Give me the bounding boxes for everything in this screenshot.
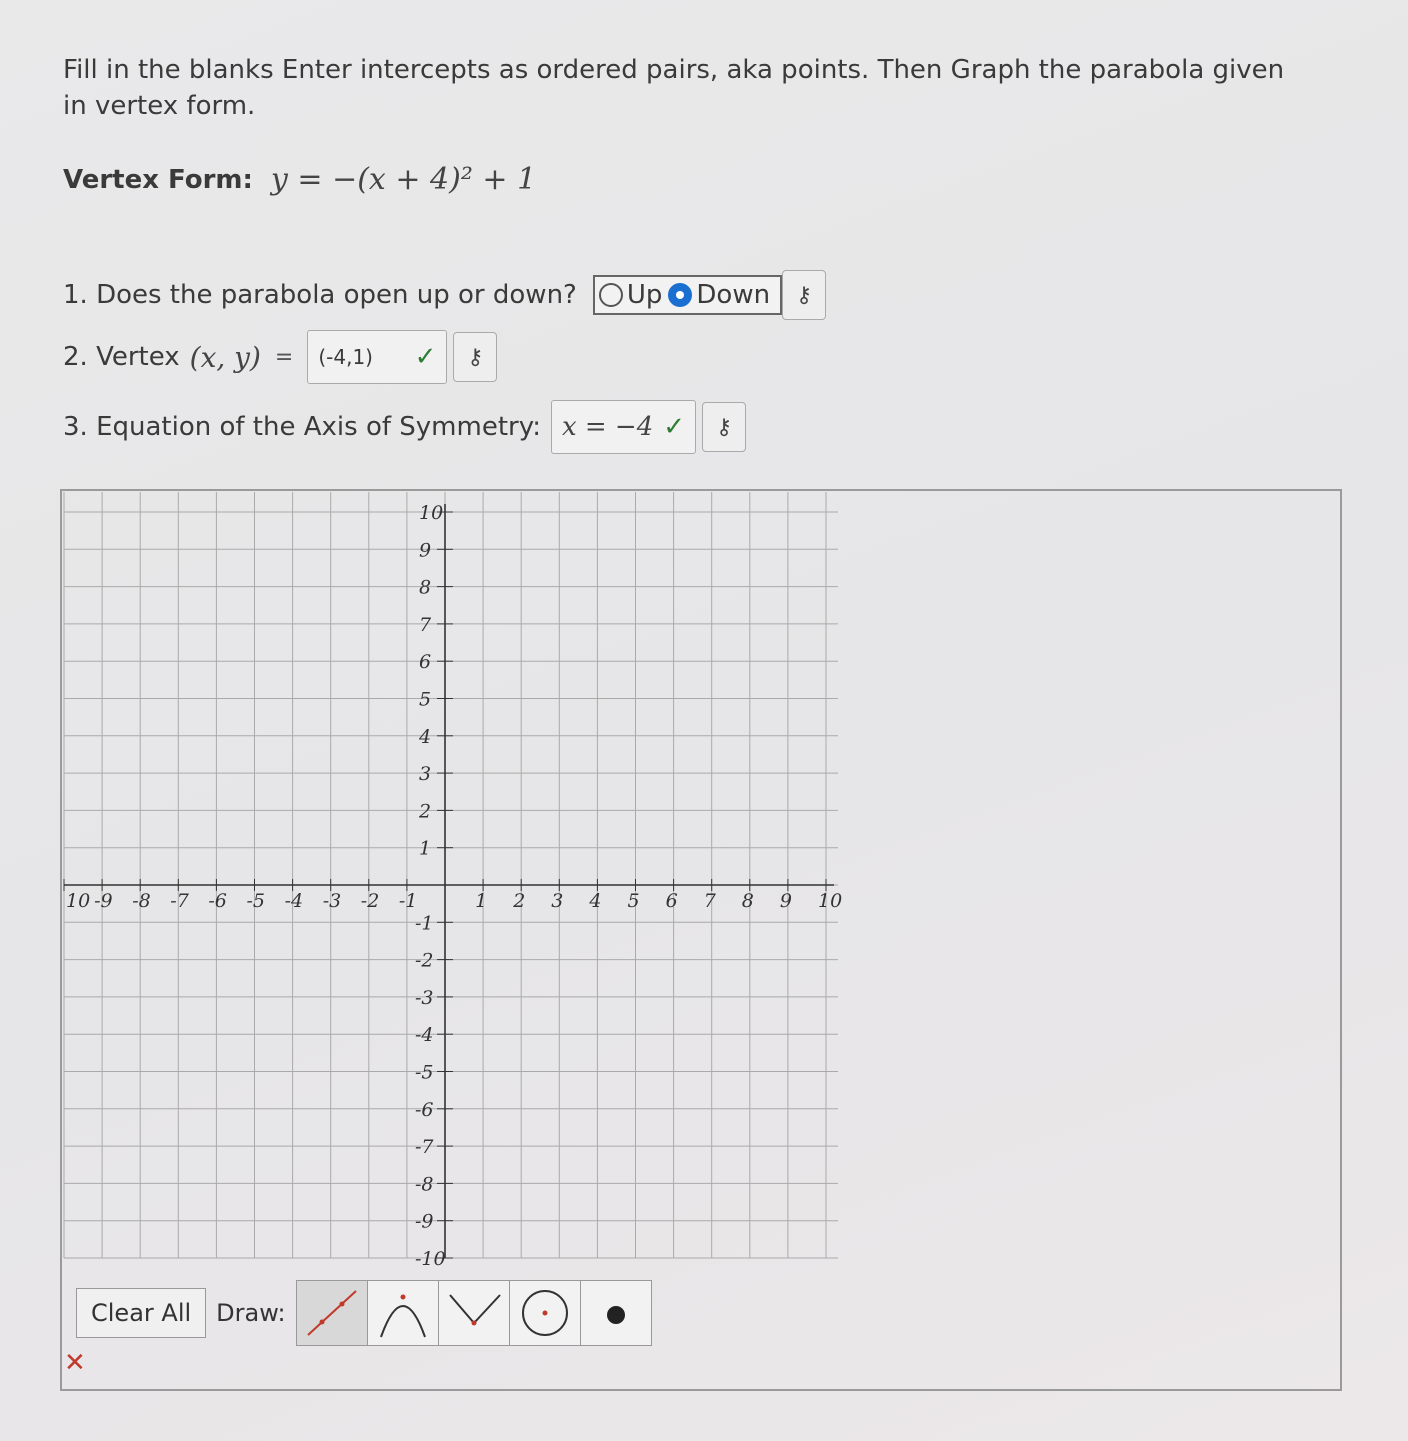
question-3-text: 3. Equation of the Axis of Symmetry: (63, 412, 541, 442)
question-2-prefix: 2. Vertex (63, 342, 180, 372)
y-tick-label: 9 (419, 539, 432, 562)
question-1-text: 1. Does the parabola open up or down? (63, 280, 577, 310)
vertex-form-label: Vertex Form: (63, 164, 253, 195)
check-shape-tool-icon[interactable] (439, 1281, 510, 1345)
x-tick-label: -6 (208, 890, 227, 912)
y-tick-label: 6 (419, 651, 432, 674)
key-icon[interactable]: ⚷ (702, 402, 746, 452)
x-tick-label: 4 (589, 890, 602, 912)
x-tick-label: -2 (360, 890, 380, 912)
vertex-form-equation: y = −(x + 4)² + 1 (270, 162, 537, 197)
radio-up-label[interactable]: Up (626, 280, 663, 310)
check-icon: ✓ (663, 412, 686, 442)
x-tick-label: -9 (94, 890, 113, 912)
y-tick-label: 1 (419, 837, 432, 860)
key-icon[interactable]: ⚷ (782, 270, 826, 320)
x-tick-label: 8 (741, 890, 754, 912)
instructions: Fill in the blanks Enter intercepts as ordered pairs, aka points. Then Graph the parabola given in vertex form. (63, 55, 1285, 121)
y-tick-label: -2 (415, 949, 434, 972)
vertex-answer-value: (-4,1) (318, 345, 373, 369)
x-tick-label: 7 (703, 890, 716, 912)
line-tool-icon[interactable] (297, 1281, 368, 1345)
parabola-down-tool-icon[interactable] (368, 1281, 439, 1345)
y-tick-label: 5 (419, 688, 432, 711)
x-tick-label: 5 (627, 890, 640, 912)
y-tick-label: -5 (415, 1061, 434, 1084)
y-tick-label: 3 (419, 763, 432, 786)
y-tick-label: 4 (419, 725, 432, 748)
draw-toolbar (76, 1280, 652, 1346)
draw-tools (296, 1280, 652, 1346)
y-tick-label: -6 (415, 1098, 434, 1121)
y-tick-label: -8 (415, 1173, 434, 1196)
y-tick-label: 10 (419, 502, 444, 524)
y-tick-label: -7 (415, 1136, 434, 1159)
y-tick-label: -1 (415, 912, 434, 935)
x-tick-label: 6 (665, 890, 678, 912)
x-tick-label: 3 (551, 890, 564, 912)
y-tick-label: 8 (419, 576, 432, 599)
x-tick-label: -7 (170, 890, 189, 912)
x-tick-label: -8 (132, 890, 151, 912)
question-2-math: (x, y) (189, 340, 261, 374)
x-tick-label: -3 (322, 890, 342, 912)
x-tick-label: -4 (284, 890, 304, 912)
y-tick-label: -3 (415, 986, 434, 1009)
clear-all-button[interactable]: Clear All (76, 1288, 206, 1338)
x-tick-label: 9 (779, 890, 792, 912)
point-tool-icon[interactable] (581, 1281, 651, 1345)
y-tick-label: 7 (419, 613, 432, 636)
x-tick-label: 2 (513, 890, 526, 912)
draw-label: Draw: (216, 1299, 286, 1327)
equals-sign: = (274, 344, 294, 370)
x-tick-label: 10 (818, 890, 843, 912)
y-tick-label: -4 (415, 1024, 434, 1047)
x-tick-label: 1 (475, 890, 488, 912)
radio-down-label[interactable]: Down (696, 280, 771, 310)
check-icon: ✓ (414, 342, 437, 372)
x-tick-label: 10 (66, 890, 91, 912)
x-tick-label: -1 (398, 890, 418, 912)
y-tick-label: 2 (419, 800, 432, 823)
y-tick-label: -9 (415, 1210, 434, 1233)
circle-tool-icon[interactable] (510, 1281, 581, 1345)
axis-answer-value: x = −4 (561, 412, 654, 442)
x-mark-icon: ✕ (64, 1348, 86, 1378)
key-icon[interactable]: ⚷ (453, 332, 497, 382)
y-tick-label: -10 (415, 1248, 446, 1270)
x-tick-label: -5 (246, 890, 266, 912)
